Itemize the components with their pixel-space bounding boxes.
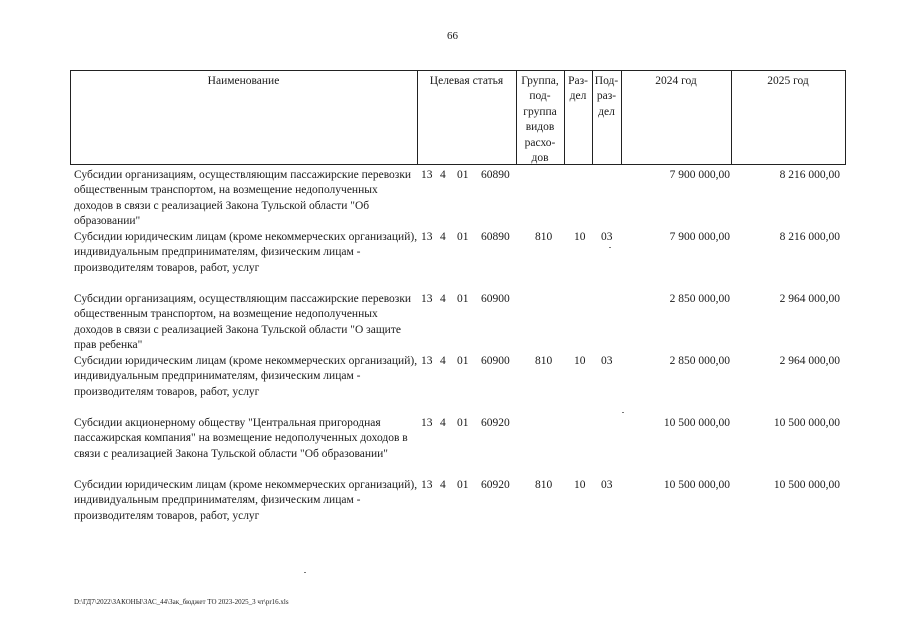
code-direction: 60890 [481, 169, 510, 181]
subsection: 03 [601, 355, 613, 367]
code-direction: 60890 [481, 231, 510, 243]
expense-group: 810 [535, 479, 553, 491]
header-section [564, 74, 592, 105]
code-program: 13 [421, 355, 433, 367]
header-section-line: Раз- [568, 75, 588, 87]
amount-2024: 7 900 000,00 [669, 231, 730, 243]
header-expense-group-line: видов [525, 121, 555, 134]
amount-2025: 8 216 000,00 [779, 169, 840, 181]
header-expense-group [516, 74, 564, 166]
section: 10 [574, 355, 586, 367]
code-direction: 60920 [481, 417, 510, 429]
code-subprogram: 4 [440, 231, 446, 243]
header-expense-group-line: дов [531, 152, 549, 165]
code-program: 13 [421, 479, 433, 491]
amount-2025: 10 500 000,00 [773, 417, 840, 429]
expense-group: 810 [535, 355, 553, 367]
code-main-event: 01 [457, 169, 469, 181]
page-number: 66 [447, 30, 458, 42]
code-subprogram: 4 [440, 479, 446, 491]
amount-2024: 10 500 000,00 [663, 417, 730, 429]
code-direction: 60920 [481, 479, 510, 491]
file-path-footer: D:\ГД7\2022\ЗАКОНЫ\ЗАС_44\Зак_бюджет ТО 2023-2025_3 чт\pr16.xls [74, 598, 289, 606]
row-name: Субсидии юридическим лицам (кроме некоммерческих организаций), индивидуальным предпринимателям, физическим лицам - производителям товаров, работ, услуг [74, 479, 418, 522]
code-subprogram: 4 [440, 169, 446, 181]
amount-2025: 8 216 000,00 [779, 231, 840, 243]
code-subprogram: 4 [440, 355, 446, 367]
table-header [70, 70, 846, 165]
amount-2025: 10 500 000,00 [773, 479, 840, 491]
header-name: Наименование [207, 75, 280, 87]
amount-2024: 7 900 000,00 [669, 169, 730, 181]
header-section-line: дел [569, 90, 587, 103]
header-year-2024: 2024 год [655, 75, 697, 87]
column-divider [845, 71, 846, 164]
code-program: 13 [421, 417, 433, 429]
header-subsection-line: дел [598, 105, 615, 118]
code-subprogram: 4 [440, 417, 446, 429]
row-name: Субсидии юридическим лицам (кроме некоммерческих организаций), индивидуальным предпринимателям, физическим лицам - производителям товаров, работ, услуг [74, 355, 418, 398]
amount-2024: 2 850 000,00 [669, 293, 730, 305]
section: 10 [574, 231, 586, 243]
amount-2025: 2 964 000,00 [779, 355, 840, 367]
code-main-event: 01 [457, 231, 469, 243]
scan-speck [304, 572, 306, 573]
code-direction: 60900 [481, 355, 510, 367]
row-name: Субсидии юридическим лицам (кроме некоммерческих организаций), индивидуальным предпринимателям, физическим лицам - производителям товаров, работ, услуг [74, 231, 418, 274]
code-program: 13 [421, 169, 433, 181]
header-subsection-line: Под- [594, 75, 619, 87]
header-target-article: Целевая статья [429, 75, 504, 87]
row-name: Субсидии организациям, осуществляющим пассажирские перевозки общественным транспортом, на возмещение недополученных доходов в связи с реализацией Закона Тульской области "О защите прав ребенка" [74, 293, 412, 351]
subsection: 03 [601, 479, 613, 491]
scan-speck [609, 247, 611, 248]
subsection: 03 [601, 231, 613, 243]
amount-2025: 2 964 000,00 [779, 293, 840, 305]
scan-speck [622, 412, 624, 413]
amount-2024: 2 850 000,00 [669, 355, 730, 367]
code-program: 13 [421, 231, 433, 243]
header-year-2025: 2025 год [767, 75, 809, 87]
header-subsection [592, 74, 621, 120]
code-direction: 60900 [481, 293, 510, 305]
code-main-event: 01 [457, 479, 469, 491]
row-name: Субсидии акционерному обществу "Центральная пригородная пассажирская компания" на возмещение недополученных доходов в связи с реализацией Закона Тульской области "Об образовании" [74, 417, 408, 460]
header-expense-group-line: расхо- [524, 136, 556, 149]
header-expense-group-line: под- [529, 90, 551, 103]
code-subprogram: 4 [440, 293, 446, 305]
header-expense-group-line: Группа, [521, 75, 559, 87]
code-main-event: 01 [457, 355, 469, 367]
code-main-event: 01 [457, 293, 469, 305]
row-name: Субсидии организациям, осуществляющим пассажирские перевозки общественным транспортом, на возмещение недополученных доходов в связи с реализацией Закона Тульской области "Об образовании" [74, 169, 412, 227]
expense-group: 810 [535, 231, 553, 243]
header-subsection-line: раз- [596, 90, 617, 103]
header-expense-group-line: группа [523, 105, 557, 118]
section: 10 [574, 479, 586, 491]
amount-2024: 10 500 000,00 [663, 479, 730, 491]
code-program: 13 [421, 293, 433, 305]
code-main-event: 01 [457, 417, 469, 429]
